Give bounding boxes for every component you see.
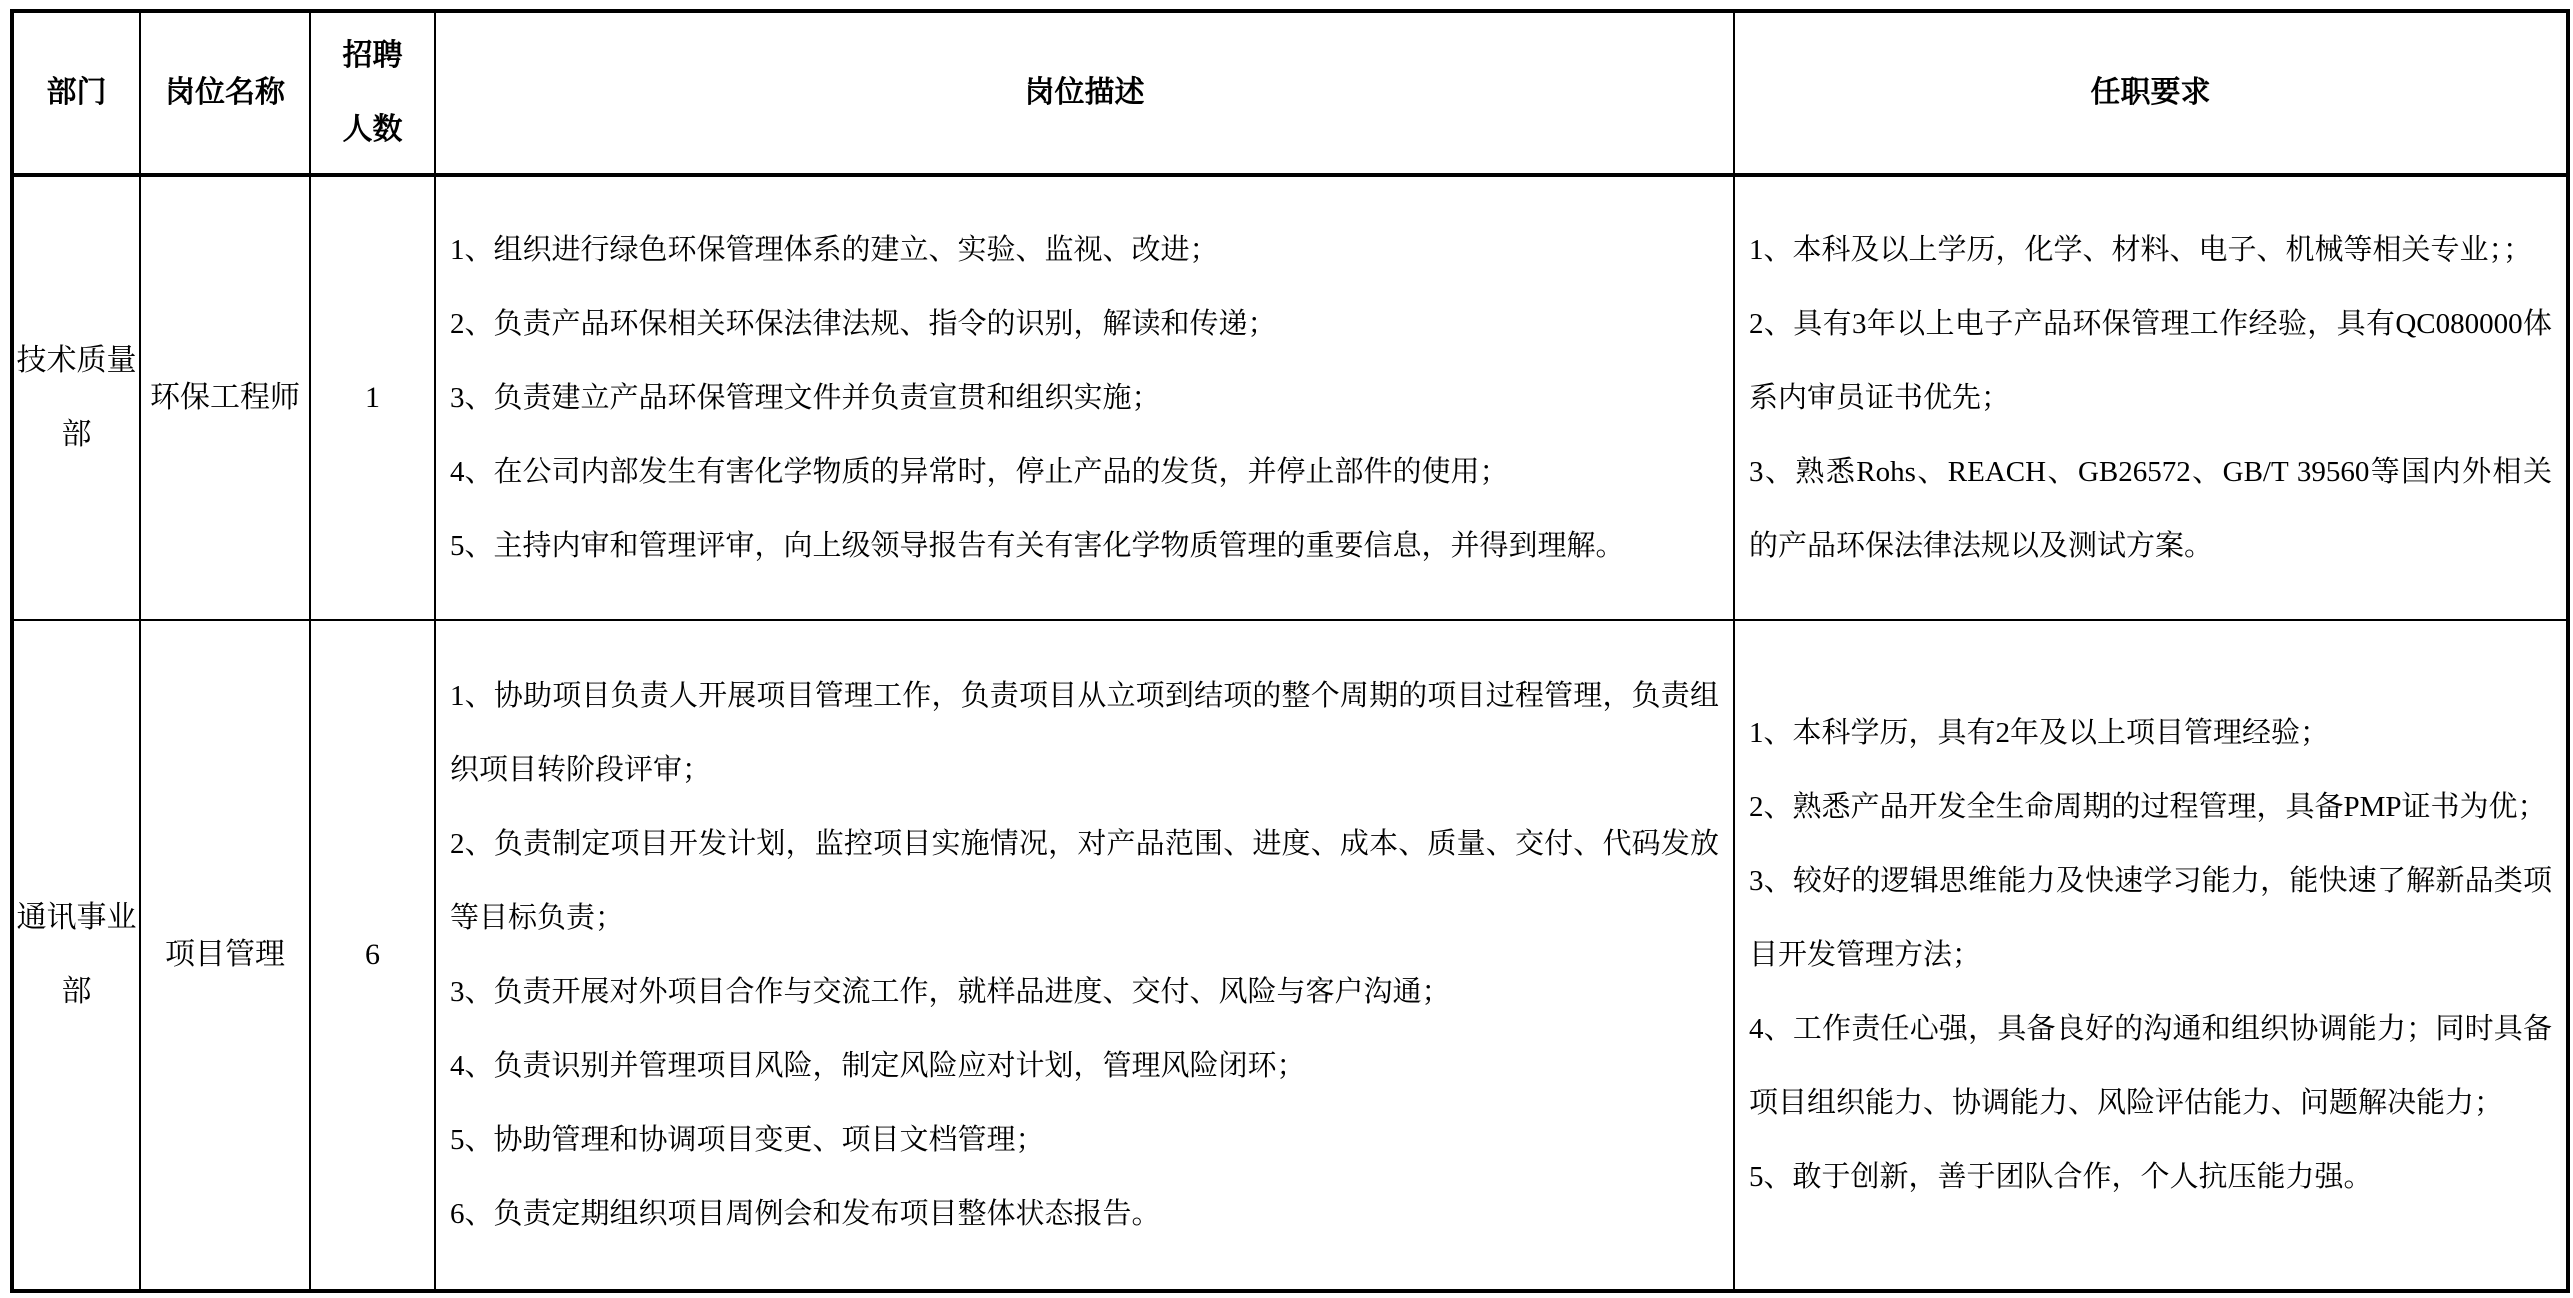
cell-description (435, 620, 1734, 1291)
cell-requirements (1734, 175, 2568, 620)
cell-position: 项目管理 (140, 620, 310, 1291)
table-row (12, 175, 2568, 620)
requirement-item: 2、具有3年以上电子产品环保管理工作经验，具有QC080000体系内审员证书优先； (1749, 308, 2552, 414)
description-item: 3、负责开展对外项目合作与交流工作，就样品进度、交付、风险与客户沟通； (450, 976, 1451, 1008)
header-headcount: 招聘人数 (310, 11, 435, 175)
requirement-item: 1、本科学历，具有2年及以上项目管理经验； (1749, 717, 2330, 749)
cell-department: 技术质量部 (12, 175, 140, 620)
description-item: 4、负责识别并管理项目风险，制定风险应对计划，管理风险闭环； (450, 1050, 1306, 1082)
header-position: 岗位名称 (140, 11, 310, 175)
description-item: 4、在公司内部发生有害化学物质的异常时，停止产品的发货，并停止部件的使用； (450, 456, 1509, 488)
cell-department: 通讯事业部 (12, 620, 140, 1291)
description-item: 2、负责产品环保相关环保法律法规、指令的识别，解读和传递； (450, 308, 1277, 340)
description-item: 3、负责建立产品环保管理文件并负责宣贯和组织实施； (450, 382, 1161, 414)
header-department: 部门 (12, 11, 140, 175)
cell-headcount: 6 (310, 620, 435, 1291)
requirement-item: 3、熟悉Rohs、REACH、GB26572、GB/T 39560等国内外相关的产品环保法律法规以及测试方案。 (1749, 456, 2552, 562)
requirement-item: 5、敢于创新，善于团队合作，个人抗压能力强。 (1749, 1161, 2373, 1193)
requirement-item: 2、熟悉产品开发全生命周期的过程管理，具备PMP证书为优； (1749, 791, 2547, 823)
cell-description (435, 175, 1734, 620)
requirement-item: 4、工作责任心强，具备良好的沟通和组织协调能力；同时具备项目组织能力、协调能力、风险评估能力、问题解决能力； (1749, 1013, 2552, 1119)
description-item: 6、负责定期组织项目周例会和发布项目整体状态报告。 (450, 1198, 1161, 1230)
header-row (12, 11, 2568, 175)
table-row (12, 620, 2568, 1291)
cell-headcount: 1 (310, 175, 435, 620)
cell-position: 环保工程师 (140, 175, 310, 620)
header-description: 岗位描述 (435, 11, 1734, 175)
recruitment-table-sheet (10, 9, 2570, 1293)
description-item: 1、协助项目负责人开展项目管理工作，负责项目从立项到结项的整个周期的项目过程管理，负责组织项目转阶段评审； (450, 680, 1719, 786)
requirement-item: 1、本科及以上学历，化学、材料、电子、机械等相关专业；； (1749, 234, 2533, 266)
cell-requirements (1734, 620, 2568, 1291)
description-item: 2、负责制定项目开发计划，监控项目实施情况，对产品范围、进度、成本、质量、交付、代码发放等目标负责； (450, 828, 1719, 934)
description-item: 5、主持内审和管理评审，向上级领导报告有关有害化学物质管理的重要信息，并得到理解。 (450, 530, 1625, 562)
header-requirements: 任职要求 (1734, 11, 2568, 175)
recruitment-table (10, 9, 2570, 1293)
description-item: 5、协助管理和协调项目变更、项目文档管理； (450, 1124, 1045, 1156)
requirement-item: 3、较好的逻辑思维能力及快速学习能力，能快速了解新品类项目开发管理方法； (1749, 865, 2552, 971)
description-item: 1、组织进行绿色环保管理体系的建立、实验、监视、改进； (450, 234, 1219, 266)
